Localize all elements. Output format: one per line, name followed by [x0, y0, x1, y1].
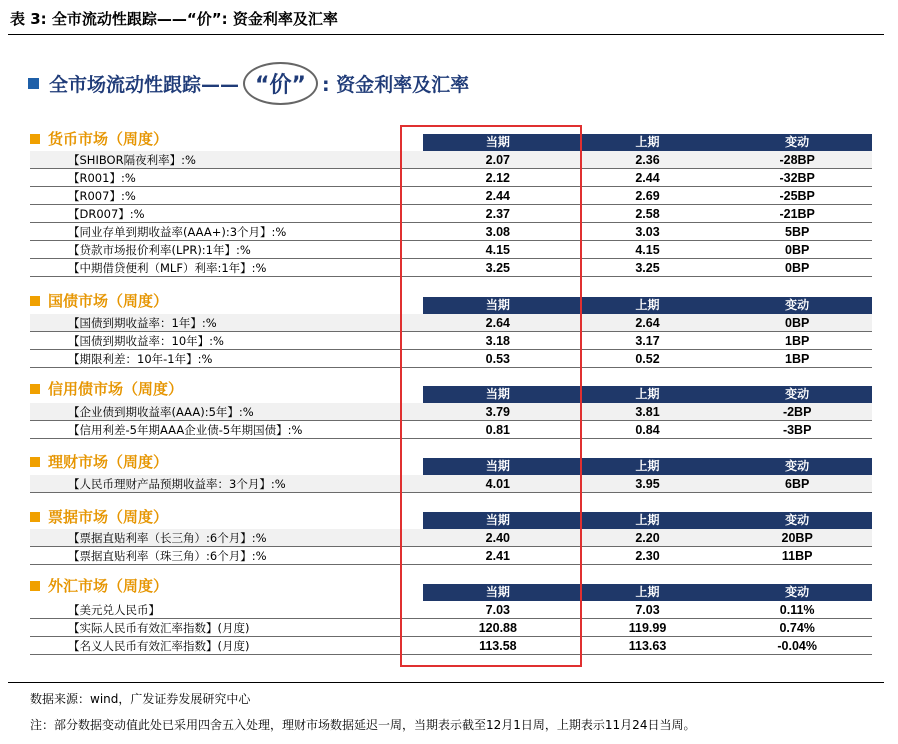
page-title: [28, 62, 469, 105]
previous-value: 2.58: [635, 206, 660, 221]
row-label: 【国债到期收益率：10年】:%: [68, 333, 224, 348]
footnote: 注：部分数据变动值此处已采用四舍五入处理，理财市场数据延迟一周，当期表示截至12月1日周，上期表示11月24日当周。: [30, 718, 696, 732]
section-bullet-icon: [30, 134, 40, 144]
change-value: 11BP: [781, 548, 813, 563]
column-header-cell: 变动: [785, 135, 810, 149]
previous-value: 3.17: [635, 333, 660, 348]
column-header-cell: 上期: [635, 135, 660, 149]
change-value: 0.74%: [779, 620, 815, 635]
previous-value: 2.36: [635, 152, 660, 167]
row-label: 【国债到期收益率：1年】:%: [68, 315, 217, 330]
column-header-cell: 上期: [635, 298, 660, 312]
data-source: 数据来源：wind，广发证券发展研究中心: [30, 692, 251, 706]
change-value: 0BP: [785, 242, 810, 257]
row-label: 【实际人民币有效汇率指数】(月度): [68, 620, 250, 635]
current-value: 4.01: [485, 476, 510, 491]
section-bullet-icon: [30, 512, 40, 522]
section-title-text: 外汇市场（周度）: [48, 577, 169, 595]
change-value: -2BP: [782, 404, 812, 419]
current-value: 7.03: [485, 602, 510, 617]
column-header-cell: 变动: [785, 298, 810, 312]
change-value: 1BP: [785, 351, 810, 366]
previous-value: 3.25: [635, 260, 660, 275]
previous-value: 113.63: [628, 638, 667, 653]
row-label: 【贷款市场报价利率(LPR):1年】:%: [68, 242, 251, 257]
section-title: [30, 128, 168, 149]
top-rule: [8, 34, 884, 35]
column-header-cell: 上期: [635, 585, 660, 599]
title-square-icon: [28, 78, 39, 89]
title-suffix: : 资金利率及汇率: [321, 74, 470, 96]
column-header-cell: 上期: [635, 387, 660, 401]
row-label: 【DR007】:%: [68, 206, 145, 221]
change-value: -32BP: [779, 170, 815, 185]
current-value: 0.53: [485, 351, 510, 366]
previous-value: 0.84: [635, 422, 660, 437]
row-label: 【同业存单到期收益率(AAA+):3个月】:%: [68, 224, 287, 239]
column-header-cell: 当期: [485, 585, 510, 599]
column-header-cell: 当期: [485, 513, 510, 527]
column-header-cell: 上期: [635, 459, 660, 473]
row-label: 【人民币理财产品预期收益率：3个月】:%: [68, 476, 286, 491]
row-label: 【票据直贴利率（珠三角）:6个月】:%: [68, 548, 267, 563]
current-column-highlight-box: [400, 125, 582, 667]
previous-value: 4.15: [635, 242, 660, 257]
previous-value: 0.52: [635, 351, 660, 366]
row-label: 【期限利差：10年-1年】:%: [68, 351, 213, 366]
section-title: [30, 451, 168, 472]
change-value: 1BP: [785, 333, 810, 348]
section-title-text: 信用债市场（周度）: [48, 380, 184, 398]
previous-value: 2.30: [635, 548, 660, 563]
column-header-cell: 变动: [785, 459, 810, 473]
current-value: 2.44: [485, 188, 510, 203]
row-label: 【中期借贷便利（MLF）利率:1年】:%: [68, 260, 267, 275]
current-value: 0.81: [485, 422, 510, 437]
current-value: 4.15: [485, 242, 510, 257]
current-value: 2.64: [485, 315, 510, 330]
section-title: [30, 290, 168, 311]
current-value: 2.40: [485, 530, 510, 545]
section-bullet-icon: [30, 581, 40, 591]
previous-value: 2.69: [635, 188, 660, 203]
previous-value: 3.03: [635, 224, 660, 239]
section-title-text: 国债市场（周度）: [48, 292, 169, 310]
current-value: 2.12: [485, 170, 510, 185]
row-label: 【R007】:%: [68, 188, 136, 203]
change-value: -0.04%: [777, 638, 817, 653]
change-value: 0BP: [785, 315, 810, 330]
column-header-cell: 当期: [485, 135, 510, 149]
current-value: 3.08: [485, 224, 510, 239]
row-label: 【票据直贴利率（长三角）:6个月】:%: [68, 530, 267, 545]
current-value: 3.79: [485, 404, 510, 419]
previous-value: 2.20: [635, 530, 660, 545]
section-title-text: 理财市场（周度）: [48, 453, 169, 471]
current-value: 3.18: [485, 333, 510, 348]
change-value: 0.11%: [779, 602, 815, 617]
row-label: 【R001】:%: [68, 170, 136, 185]
change-value: -25BP: [779, 188, 815, 203]
change-value: 20BP: [781, 530, 813, 545]
change-value: 5BP: [785, 224, 810, 239]
row-label: 【企业债到期收益率(AAA):5年】:%: [68, 404, 254, 419]
section-title: [30, 378, 183, 399]
change-value: -28BP: [779, 152, 815, 167]
previous-value: 3.81: [635, 404, 660, 419]
column-header-cell: 当期: [485, 459, 510, 473]
bottom-rule: [8, 682, 884, 683]
change-value: -3BP: [782, 422, 812, 437]
section-bullet-icon: [30, 457, 40, 467]
column-header-cell: 当期: [485, 387, 510, 401]
row-label: 【信用利差-5年期AAA企业债-5年期国债】:%: [68, 422, 303, 437]
current-value: 3.25: [485, 260, 510, 275]
section-title: [30, 506, 168, 527]
section-bullet-icon: [30, 296, 40, 306]
change-value: -21BP: [779, 206, 815, 221]
table-caption: 表 3: 全市流动性跟踪——“价”: 资金利率及汇率: [10, 10, 338, 28]
column-header-cell: 变动: [785, 387, 810, 401]
current-value: 113.58: [479, 638, 517, 653]
current-value: 2.37: [485, 206, 510, 221]
current-value: 120.88: [478, 620, 517, 635]
column-header-cell: 上期: [635, 513, 660, 527]
title-circled-word: “价”: [243, 62, 318, 105]
previous-value: 119.99: [628, 620, 667, 635]
section-title-text: 货币市场（周度）: [48, 130, 169, 148]
column-header-cell: 变动: [785, 513, 810, 527]
previous-value: 7.03: [635, 602, 660, 617]
previous-value: 2.44: [635, 170, 660, 185]
column-header-cell: 变动: [785, 585, 810, 599]
row-label: 【名义人民币有效汇率指数】(月度): [68, 638, 250, 653]
current-value: 2.41: [485, 548, 510, 563]
section-bullet-icon: [30, 384, 40, 394]
title-prefix: 全市场流动性跟踪——: [49, 74, 240, 96]
previous-value: 2.64: [635, 315, 660, 330]
section-title-text: 票据市场（周度）: [48, 508, 169, 526]
previous-value: 3.95: [635, 476, 660, 491]
change-value: 0BP: [785, 260, 810, 275]
change-value: 6BP: [785, 476, 810, 491]
current-value: 2.07: [485, 152, 510, 167]
row-label: 【美元兑人民币】: [68, 602, 160, 617]
section-title: [30, 575, 168, 596]
column-header-cell: 当期: [485, 298, 510, 312]
row-label: 【SHIBOR隔夜利率】:%: [68, 152, 196, 167]
